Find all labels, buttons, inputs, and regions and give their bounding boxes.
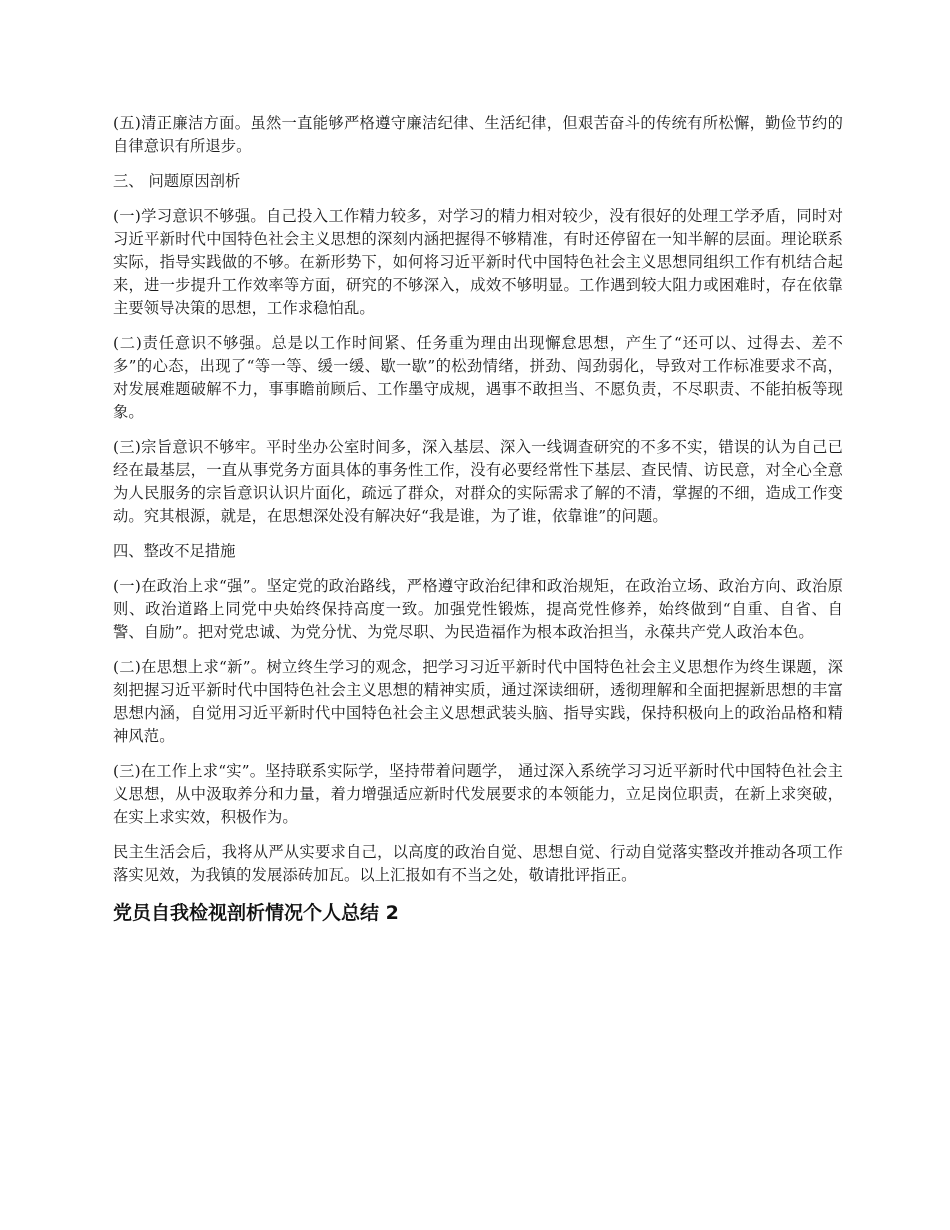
- paragraph-practical-work: (三)在工作上求“实”。坚持联系实际学，坚持带着问题学， 通过深入系统学习习近平新时代中国特色社会主义思想，从中汲取养分和力量，着力增强适应新时代发展要求的本领能力，立足岗位职责，在新上求突破，在实上求实效，积极作为。: [113, 762, 843, 826]
- paragraph-integrity: (五)清正廉洁方面。虽然一直能够严格遵守廉洁纪律、生活纪律，但艰苦奋斗的传统有所松懈，勤俭节约的自律意识有所退步。: [113, 114, 843, 155]
- paragraph-political-strength: (一)在政治上求“强”。坚定党的政治路线，严格遵守政治纪律和政治规矩，在政治立场、政治方向、政治原则、政治道路上同党中央始终保持高度一致。加强党性锻炼，提高党性修养，始终做到“自重、自省、自警、自励”。把对党忠诚、为党分忧、为党尽职、为民造福作为根本政治担当，永葆共产党人政治本色。: [113, 577, 843, 641]
- document-title-2: 党员自我检视剖析情况个人总结 2: [113, 902, 399, 924]
- section-heading-rectification: 四、整改不足措施: [113, 542, 236, 560]
- paragraph-purpose-awareness: (三)宗旨意识不够牢。平时坐办公室时间多，深入基层、深入一线调查研究的不多不实，错误的认为自己已经在最基层，一直从事党务方面具体的事务性工作，没有必要经常性下基层、查民情、访民意，对全心全意为人民服务的宗旨意识认识片面化，疏远了群众，对群众的实际需求了解的不清，掌握的不细，造成工作变动。究其根源，就是，在思想深处没有解决好“我是谁，为了谁，依靠谁”的问题。: [113, 438, 843, 525]
- paragraph-learning-awareness: (一)学习意识不够强。自己投入工作精力较多，对学习的精力相对较少，没有很好的处理工学矛盾，同时对习近平新时代中国特色社会主义思想的深刻内涵把握得不够精准，有时还停留在一知半解的层面。理论联系实际，指导实践做的不够。在新形势下，如何将习近平新时代中国特色社会主义思想同组织工作有机结合起来，进一步提升工作效率等方面，研究的不够深入，成效不够明显。工作遇到较大阻力或困难时，存在依靠主要领导决策的思想，工作求稳怕乱。: [113, 207, 843, 317]
- paragraph-conclusion: 民主生活会后，我将从严从实要求自己，以高度的政治自觉、思想自觉、行动自觉落实整改并推动各项工作落实见效，为我镇的发展添砖加瓦。以上汇报如有不当之处，敬请批评指正。: [113, 843, 843, 884]
- paragraph-responsibility-awareness: (二)责任意识不够强。总是以工作时间紧、任务重为理由出现懈怠思想，产生了“还可以、过得去、差不多”的心态，出现了“等一等、缓一缓、歇一歇”的松劲情绪，拼劲、闯劲弱化，导致对工作标准要求不高，对发展难题破解不力，事事瞻前顾后、工作墨守成规，遇事不敢担当、不愿负责，不尽职责、不能拍板等现象。: [113, 334, 843, 421]
- document-page: [113, 112, 843, 927]
- paragraph-ideological-innovation: (二)在思想上求“新”。树立终生学习的观念，把学习习近平新时代中国特色社会主义思想作为终生课题，深刻把握习近平新时代中国特色社会主义思想的精神实质，通过深读细研，透彻理解和全面把握新思想的丰富思想内涵，自觉用习近平新时代中国特色社会主义思想武装头脑、指导实践，保持积极向上的政治品格和精神风范。: [113, 658, 843, 745]
- section-heading-cause-analysis: 三、 问题原因剖析: [113, 172, 241, 190]
